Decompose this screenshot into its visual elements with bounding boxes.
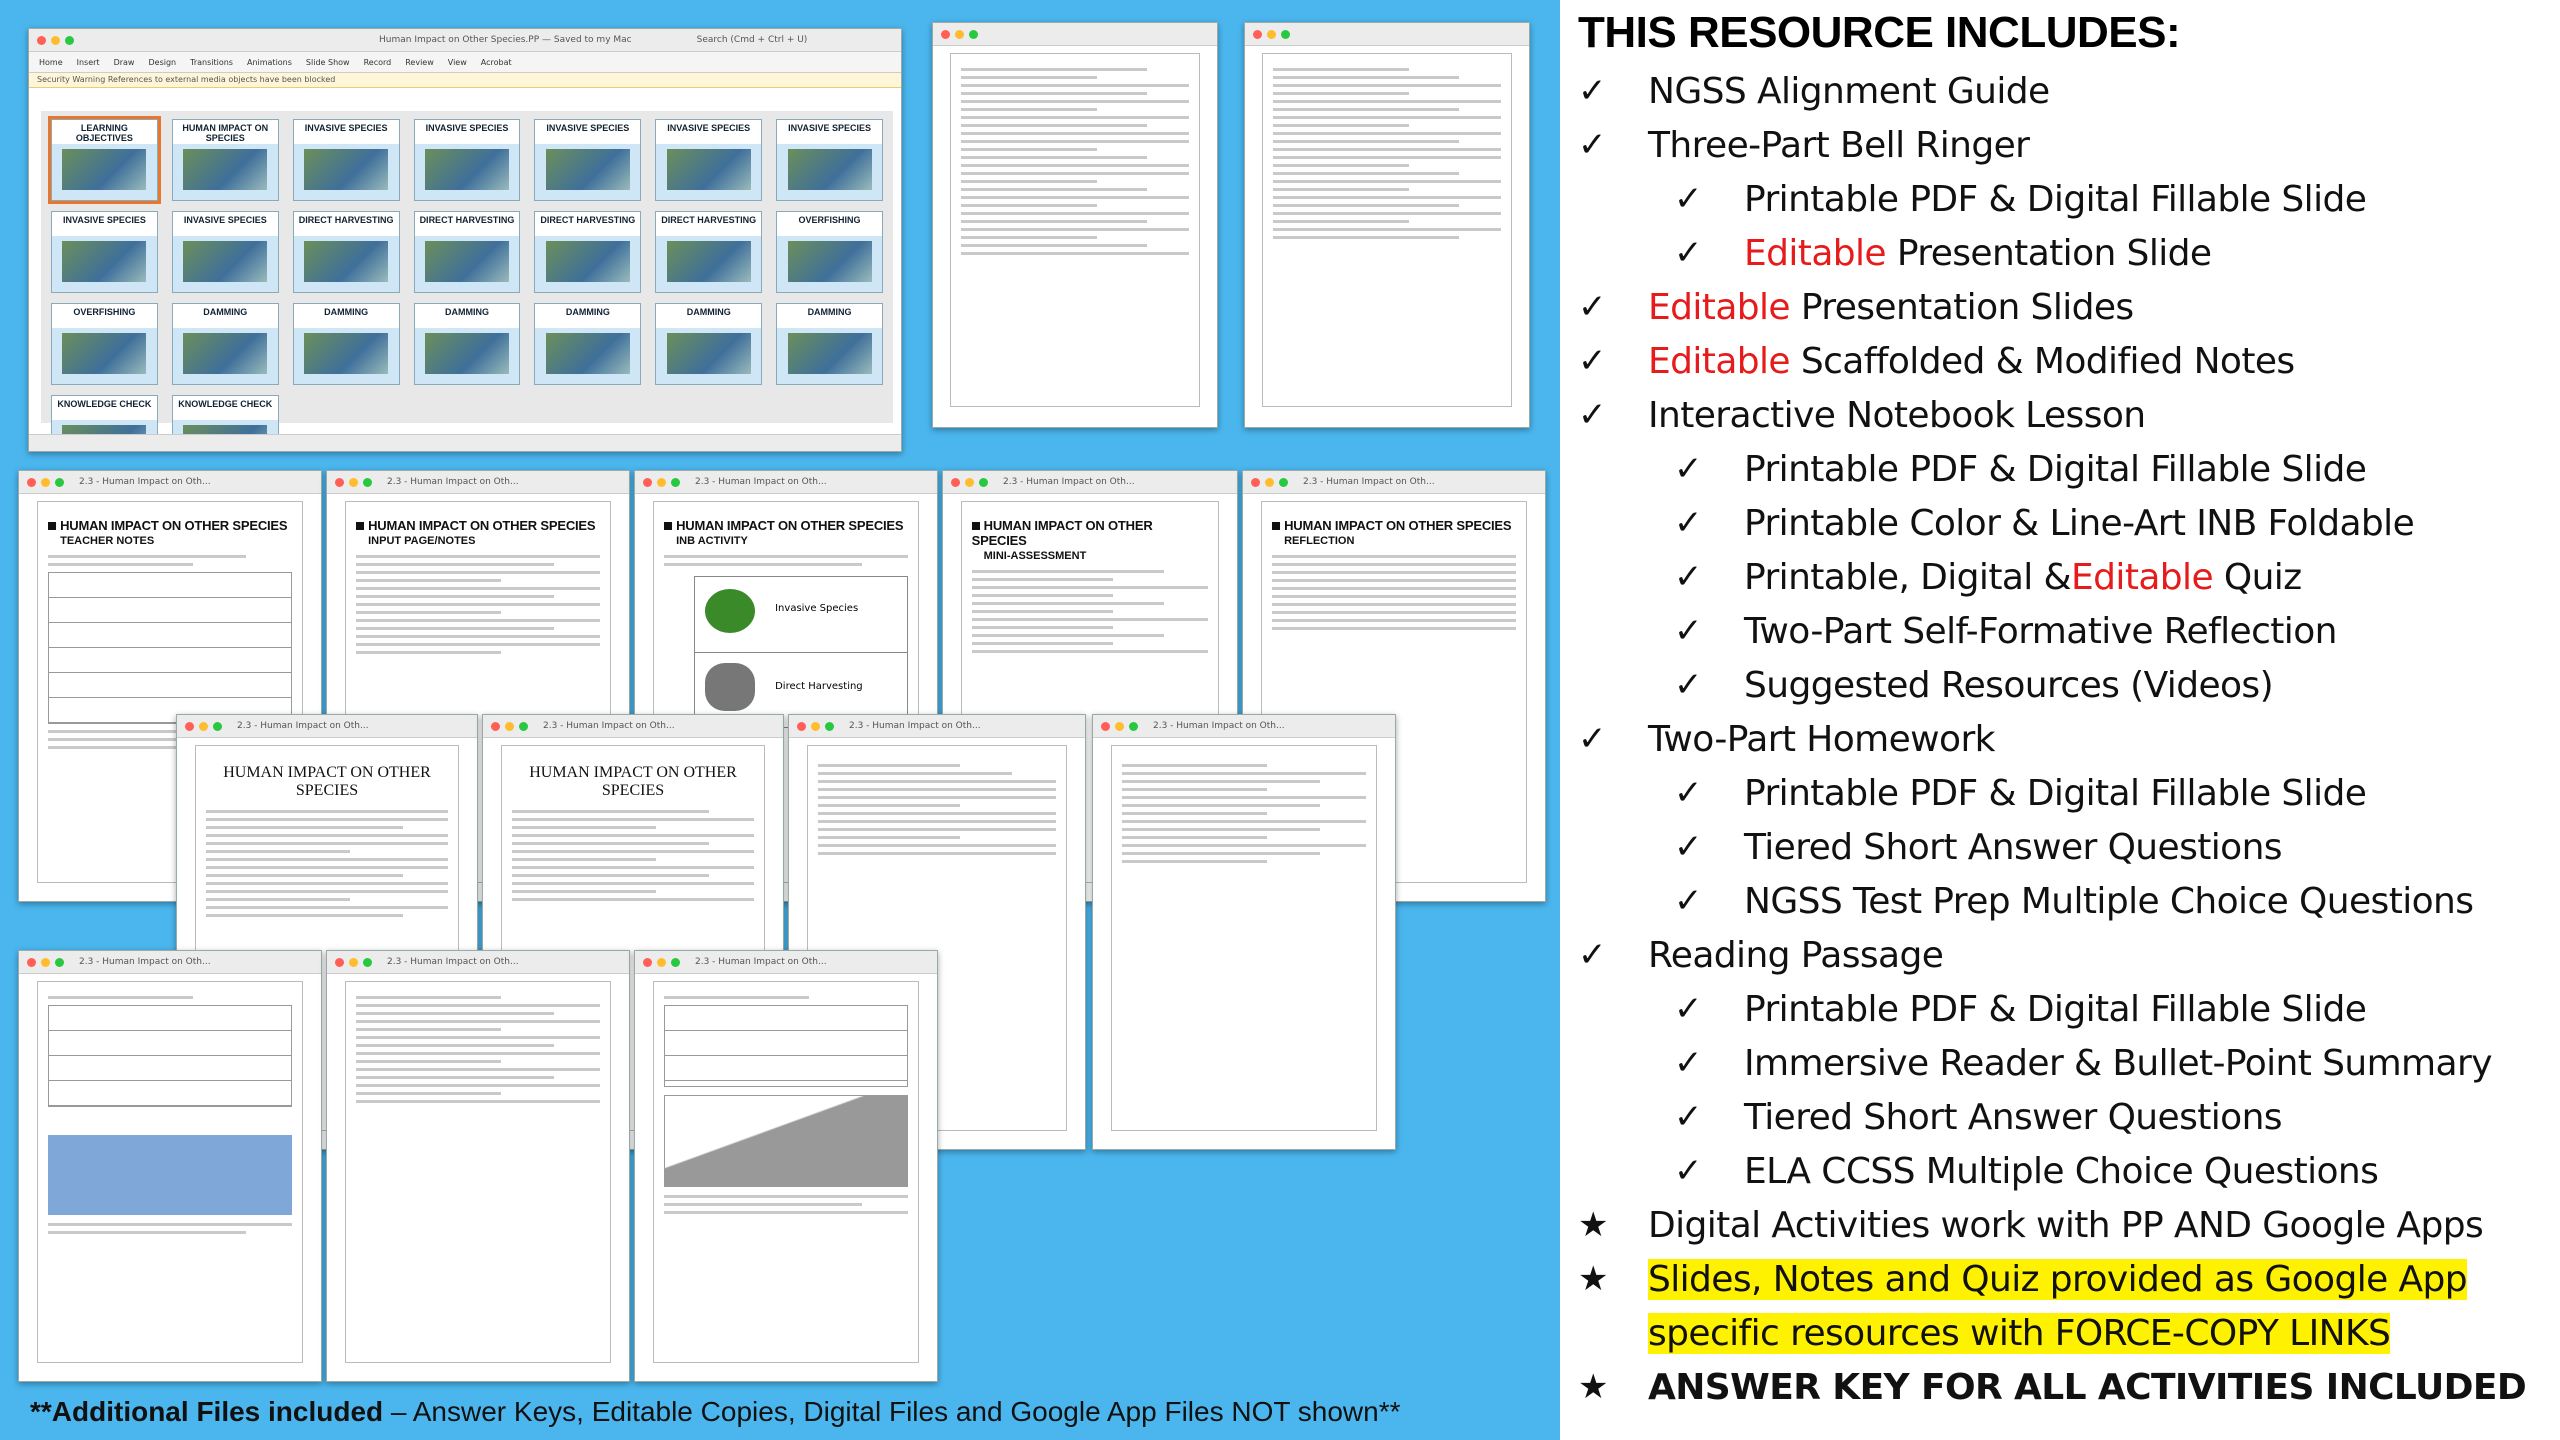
checkmark-icon: ✓ (1578, 125, 1606, 165)
item-text: NGSS Alignment Guide (1648, 70, 2050, 112)
window-titlebar (943, 471, 1237, 494)
checkmark-icon: ✓ (1674, 233, 1702, 273)
slide-thumbnail[interactable]: INVASIVE SPECIES (172, 211, 279, 293)
maximize-icon[interactable] (65, 36, 74, 45)
resource-item (1578, 766, 2558, 820)
item-text: Digital Activities work with PP AND Google Apps (1648, 1204, 2484, 1246)
item-text: Printable PDF & Digital Fillable Slide (1744, 772, 2367, 814)
maximize-icon[interactable] (979, 478, 988, 487)
window-titlebar (19, 951, 321, 974)
checkmark-icon: ✓ (1674, 449, 1702, 489)
item-text: Tiered Short Answer Questions (1744, 826, 2282, 868)
item-text: Presentation Slide (1885, 232, 2212, 274)
window-title: 2.3 - Human Impact on Oth... (543, 721, 675, 731)
highlighted-text: specific resources with FORCE-COPY LINKS (1648, 1312, 2391, 1354)
slide-thumbnail[interactable]: DAMMING (776, 303, 883, 385)
slide-thumbnail[interactable]: DAMMING (655, 303, 762, 385)
checkmark-icon: ✓ (1674, 503, 1702, 543)
slide-thumbnail[interactable]: INVASIVE SPECIES (776, 119, 883, 201)
item-text: Printable PDF & Digital Fillable Slide (1744, 178, 2367, 220)
item-text: Scaffolded & Modified Notes (1789, 340, 2295, 382)
item-text: Printable Color & Line-Art INB Foldable (1744, 502, 2415, 544)
minimize-icon[interactable] (1267, 30, 1276, 39)
window-titlebar (1243, 471, 1545, 494)
slide-thumbnail[interactable]: DAMMING (534, 303, 641, 385)
window-title: 2.3 - Human Impact on Oth... (1303, 477, 1435, 487)
minimize-icon[interactable] (1115, 722, 1124, 731)
slide-thumbnail[interactable]: INVASIVE SPECIES (534, 119, 641, 201)
checkmark-icon: ✓ (1578, 287, 1606, 327)
resource-item (1578, 1090, 2558, 1144)
resource-item (1578, 334, 2558, 388)
resource-item (1578, 874, 2558, 928)
page-title: HUMAN IMPACT ON OTHER SPECIES (356, 518, 600, 533)
minimize-icon[interactable] (965, 478, 974, 487)
maximize-icon[interactable] (1281, 30, 1290, 39)
item-text: Quiz (2213, 556, 2302, 598)
ribbon-tab[interactable]: Acrobat (480, 57, 512, 67)
document-page (950, 53, 1200, 407)
close-icon[interactable] (951, 478, 960, 487)
standards-table (48, 572, 292, 724)
page-subtitle: MINI-ASSESSMENT (983, 550, 1087, 562)
ribbon-tab[interactable]: Review (405, 57, 434, 67)
checkmark-icon: ✓ (1674, 827, 1702, 867)
window-title: 2.3 - Human Impact on Oth... (387, 477, 519, 487)
resource-item (1578, 820, 2558, 874)
doc-window-modified-notes (1244, 22, 1530, 428)
minimize-icon[interactable] (41, 478, 50, 487)
window-titlebar (327, 471, 629, 494)
resource-item (1578, 172, 2558, 226)
resource-item (1578, 280, 2558, 334)
item-text: Printable PDF & Digital Fillable Slide (1744, 988, 2367, 1030)
minimize-icon[interactable] (811, 722, 820, 731)
slide-thumbnail[interactable]: KNOWLEDGE CHECK (172, 395, 279, 452)
maximize-icon[interactable] (363, 478, 372, 487)
window-title: 2.3 - Human Impact on Oth... (79, 477, 211, 487)
minimize-icon[interactable] (505, 722, 514, 731)
resource-item-highlight (1578, 1306, 2558, 1360)
checkmark-icon: ✓ (1578, 341, 1606, 381)
slide-thumbnail[interactable]: OVERFISHING (776, 211, 883, 293)
close-icon[interactable] (797, 722, 806, 731)
doc-window-homework-1 (18, 950, 322, 1382)
close-icon[interactable] (335, 478, 344, 487)
resource-list (1578, 64, 2558, 1414)
editable-label: Editable (1648, 340, 1790, 382)
ribbon-tab[interactable]: Slide Show (305, 57, 350, 67)
maximize-icon[interactable] (671, 478, 680, 487)
ribbon-tab[interactable]: Animations (246, 57, 292, 67)
checkmark-icon: ✓ (1674, 989, 1702, 1029)
close-icon[interactable] (491, 722, 500, 731)
ribbon-tabs (29, 52, 901, 73)
window-titlebar (635, 471, 937, 494)
slide-sorter (41, 111, 893, 423)
window-titlebar (933, 23, 1217, 46)
item-text: Three-Part Bell Ringer (1648, 124, 2030, 166)
page-subtitle: INB ACTIVITY (676, 535, 748, 547)
minimize-icon[interactable] (41, 958, 50, 967)
maximize-icon[interactable] (825, 722, 834, 731)
page-title: HUMAN IMPACT ON OTHER SPECIES (664, 518, 908, 533)
footer-note: **Additional Files included – Answer Keys, Editable Copies, Digital Files and Google App Files NOT shown** (30, 1396, 1401, 1427)
window-titlebar (789, 715, 1085, 738)
security-warning: Security Warning References to external media objects have been blocked (29, 73, 901, 88)
page-title: HUMAN IMPACT ON OTHER SPECIES (529, 764, 737, 799)
answer-key-note (1578, 1360, 2558, 1414)
checkmark-icon: ✓ (1674, 773, 1702, 813)
close-icon[interactable] (1101, 722, 1110, 731)
editable-label: Editable (1648, 286, 1790, 328)
ribbon-tab[interactable]: Insert (76, 57, 100, 67)
resource-item (1578, 118, 2558, 172)
window-title: 2.3 - Human Impact on Oth... (387, 957, 519, 967)
slide-thumbnail[interactable]: HUMAN IMPACT ON SPECIES (172, 119, 279, 201)
ribbon-tab[interactable]: Record (363, 57, 392, 67)
page-subtitle: REFLECTION (1284, 535, 1355, 547)
minimize-icon[interactable] (657, 958, 666, 967)
window-title: 2.3 - Human Impact on Oth... (695, 957, 827, 967)
maximize-icon[interactable] (519, 722, 528, 731)
slide-thumbnail[interactable]: LEARNING OBJECTIVES (51, 119, 158, 201)
maximize-icon[interactable] (1129, 722, 1138, 731)
close-icon[interactable] (37, 36, 46, 45)
close-icon[interactable] (643, 958, 652, 967)
slide-thumbnail[interactable]: DIRECT HARVESTING (414, 211, 521, 293)
item-text: Tiered Short Answer Questions (1744, 1096, 2282, 1138)
window-titlebar (19, 471, 321, 494)
close-icon[interactable] (27, 478, 36, 487)
editable-label: Editable (1744, 232, 1886, 274)
slide-thumbnail[interactable]: DIRECT HARVESTING (655, 211, 762, 293)
close-icon[interactable] (1251, 478, 1260, 487)
page-subtitle: INPUT PAGE/NOTES (368, 535, 476, 547)
close-icon[interactable] (335, 958, 344, 967)
maximize-icon[interactable] (363, 958, 372, 967)
foldable (694, 576, 908, 728)
minimize-icon[interactable] (657, 478, 666, 487)
window-titlebar (483, 715, 783, 738)
item-text: Printable, Digital & (1744, 556, 2072, 598)
resource-item (1578, 64, 2558, 118)
item-text: Presentation Slides (1789, 286, 2134, 328)
vocab-table (48, 1005, 292, 1107)
close-icon[interactable] (185, 722, 194, 731)
item-text: Two-Part Self-Formative Reflection (1744, 610, 2337, 652)
doc-window-homework-3 (634, 950, 938, 1382)
slide-thumbnail[interactable]: OVERFISHING (51, 303, 158, 385)
window-titlebar (327, 951, 629, 974)
star-icon: ★ (1578, 1367, 1608, 1407)
slide-thumbnail[interactable]: DIRECT HARVESTING (534, 211, 641, 293)
page-title: HUMAN IMPACT ON OTHER SPECIES (48, 518, 292, 533)
doc-window-multiple-choice (1092, 714, 1396, 1150)
checkmark-icon: ✓ (1674, 1097, 1702, 1137)
checkmark-icon: ✓ (1674, 611, 1702, 651)
item-text: Two-Part Homework (1648, 718, 1995, 760)
ribbon-tab[interactable]: Home (39, 57, 63, 67)
window-title: Human Impact on Other Species.PP — Saved to my Mac (379, 35, 632, 45)
resource-item (1578, 496, 2558, 550)
resource-item (1578, 1198, 2558, 1252)
checkmark-icon: ✓ (1674, 1043, 1702, 1083)
powerpoint-window (28, 28, 902, 452)
ribbon-tab[interactable]: Draw (113, 57, 135, 67)
checkmark-icon: ✓ (1578, 71, 1606, 111)
resource-item (1578, 658, 2558, 712)
checkmark-icon: ✓ (1578, 935, 1606, 975)
slide-thumbnail[interactable]: DIRECT HARVESTING (293, 211, 400, 293)
minimize-icon[interactable] (51, 36, 60, 45)
checkmark-icon: ✓ (1674, 179, 1702, 219)
document-page (37, 981, 303, 1363)
item-text: Printable PDF & Digital Fillable Slide (1744, 448, 2367, 490)
maximize-icon[interactable] (213, 722, 222, 731)
page-subtitle: TEACHER NOTES (60, 535, 155, 547)
resource-panel (1560, 0, 2560, 1440)
page-title: HUMAN IMPACT ON OTHER SPECIES (971, 518, 1153, 548)
resource-item-highlight (1578, 1252, 2558, 1306)
checkmark-icon: ✓ (1578, 395, 1606, 435)
vocab-table (664, 1005, 908, 1087)
slide-thumbnail[interactable]: INVASIVE SPECIES (655, 119, 762, 201)
star-icon: ★ (1578, 1259, 1608, 1299)
close-icon[interactable] (1253, 30, 1262, 39)
slide-thumbnail[interactable]: DAMMING (293, 303, 400, 385)
minimize-icon[interactable] (349, 958, 358, 967)
ribbon-tab[interactable]: View (447, 57, 467, 67)
minimize-icon[interactable] (955, 30, 964, 39)
window-title: 2.3 - Human Impact on Oth... (1153, 721, 1285, 731)
window-title: 2.3 - Human Impact on Oth... (849, 721, 981, 731)
checkmark-icon: ✓ (1674, 665, 1702, 705)
window-titlebar (1093, 715, 1395, 738)
item-text: Suggested Resources (Videos) (1744, 664, 2274, 706)
resource-item (1578, 388, 2558, 442)
window-title: 2.3 - Human Impact on Oth... (79, 957, 211, 967)
maximize-icon[interactable] (1279, 478, 1288, 487)
window-titlebar (29, 29, 901, 52)
slide-thumbnail[interactable]: INVASIVE SPECIES (293, 119, 400, 201)
resource-item (1578, 712, 2558, 766)
resource-item (1578, 550, 2558, 604)
editable-label: Editable (2071, 556, 2214, 598)
document-page (1262, 53, 1512, 407)
page-title: HUMAN IMPACT ON OTHER SPECIES (1272, 518, 1516, 533)
frog-icon (705, 589, 755, 633)
item-text: ELA CCSS Multiple Choice Questions (1744, 1150, 2379, 1192)
bar-graph (48, 1115, 292, 1215)
doc-window-notes (932, 22, 1218, 428)
close-icon[interactable] (643, 478, 652, 487)
window-title: 2.3 - Human Impact on Oth... (237, 721, 369, 731)
page-title: HUMAN IMPACT ON OTHER SPECIES (223, 764, 431, 799)
checkmark-icon: ✓ (1674, 1151, 1702, 1191)
close-icon[interactable] (27, 958, 36, 967)
resource-item (1578, 928, 2558, 982)
answer-key-text: ANSWER KEY FOR ALL ACTIVITIES INCLUDED (1648, 1366, 2527, 1408)
status-bar (29, 434, 901, 451)
resource-item (1578, 442, 2558, 496)
ribbon-tab[interactable]: Transitions (190, 57, 233, 67)
item-text: Immersive Reader & Bullet-Point Summary (1744, 1042, 2492, 1084)
slide-thumbnail[interactable]: KNOWLEDGE CHECK (51, 395, 158, 452)
maximize-icon[interactable] (969, 30, 978, 39)
elephant-icon (705, 663, 755, 711)
minimize-icon[interactable] (349, 478, 358, 487)
document-page (653, 981, 919, 1363)
resource-item (1578, 1144, 2558, 1198)
checkmark-icon: ✓ (1674, 881, 1702, 921)
maximize-icon[interactable] (55, 958, 64, 967)
maximize-icon[interactable] (671, 958, 680, 967)
window-titlebar (635, 951, 937, 974)
document-page (1111, 745, 1377, 1131)
doc-window-homework-2 (326, 950, 630, 1382)
window-title: 2.3 - Human Impact on Oth... (1003, 477, 1135, 487)
slide-thumbnail[interactable]: INVASIVE SPECIES (51, 211, 158, 293)
resource-item (1578, 1036, 2558, 1090)
window-titlebar (1245, 23, 1529, 46)
slide-thumbnail[interactable]: DAMMING (172, 303, 279, 385)
item-text: NGSS Test Prep Multiple Choice Questions (1744, 880, 2474, 922)
close-icon[interactable] (941, 30, 950, 39)
resource-item (1578, 226, 2558, 280)
foldable-label-invasive: Invasive Species (775, 603, 859, 614)
checkmark-icon: ✓ (1578, 719, 1606, 759)
resource-item (1578, 604, 2558, 658)
item-text: Interactive Notebook Lesson (1648, 394, 2146, 436)
star-icon: ★ (1578, 1205, 1608, 1245)
minimize-icon[interactable] (1265, 478, 1274, 487)
maximize-icon[interactable] (55, 478, 64, 487)
highlighted-text: Slides, Notes and Quiz provided as Google App (1648, 1258, 2468, 1300)
slide-thumbnail[interactable]: DAMMING (414, 303, 521, 385)
slide-thumbnail[interactable]: INVASIVE SPECIES (414, 119, 521, 201)
resource-item (1578, 982, 2558, 1036)
resource-heading: THIS RESOURCE INCLUDES: (1578, 8, 2181, 57)
minimize-icon[interactable] (199, 722, 208, 731)
foldable-label-harvest: Direct Harvesting (775, 681, 863, 692)
window-title: 2.3 - Human Impact on Oth... (695, 477, 827, 487)
line-graph (664, 1095, 908, 1187)
item-text: Reading Passage (1648, 934, 1944, 976)
search-input[interactable]: Search (Cmd + Ctrl + U) (696, 35, 808, 45)
document-page (345, 981, 611, 1363)
ribbon-tab[interactable]: Design (148, 57, 177, 67)
window-titlebar (177, 715, 477, 738)
checkmark-icon: ✓ (1674, 557, 1702, 597)
